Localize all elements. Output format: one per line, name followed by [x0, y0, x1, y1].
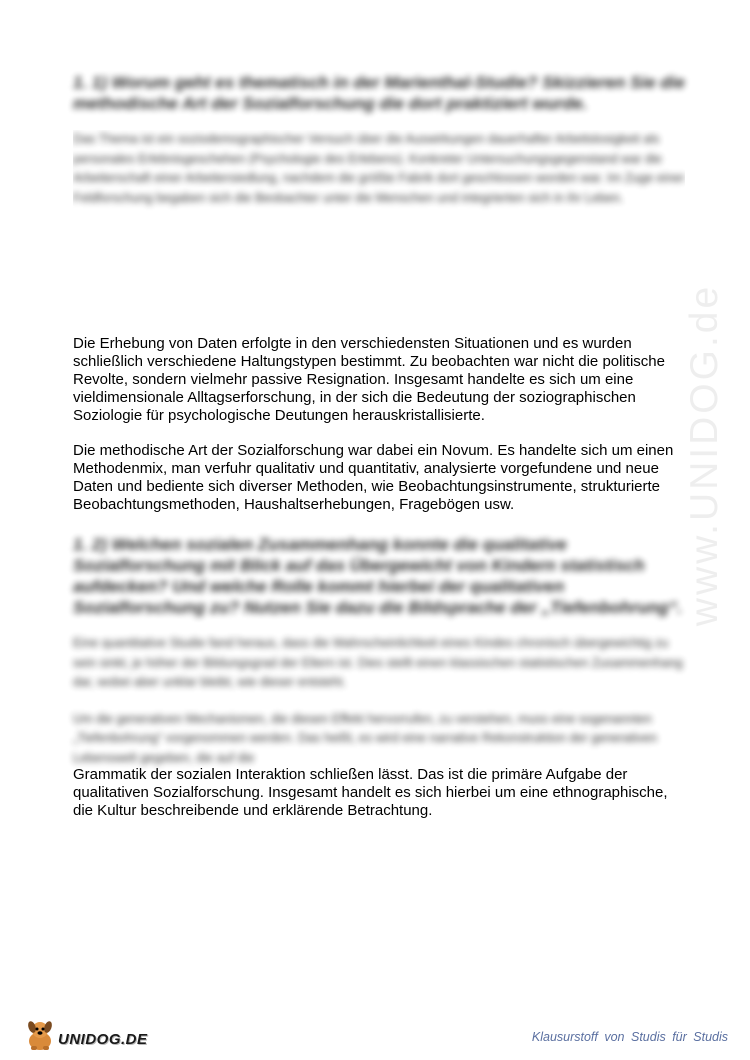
footer-tagline: Klausurstoff von Studis für Studis	[531, 1030, 728, 1044]
section-1-blurred-paragraph: Das Thema ist ein soziodemographischer Versuch über die Auswirkungen dauerhafter Arbeitslosigkeit als personales Erlebnisgeschehen (Psychologie des Erlebens). Konkreter Untersuchungsgegenstand war die Arbeiterschaft einer Arbeitersiedlung, nachdem die größte Fabrik dort geschlossen worden war. Im Zuge einer Feldforschung begaben sich die Beobachter unter die Menschen und integrierten sich in ihr Leben.	[73, 132, 685, 205]
section-2-blurred-paragraph-1: Eine quantitative Studie fand heraus, dass die Wahrscheinlichkeit eines Kindes chronisch übergewichtig zu sein sinkt, je höher der Bildungsgrad der Eltern ist. Dies stellt einen klassischen statistischen Zusammenhang dar, wobei aber unklar bleibt, wie dieser entsteht.	[73, 636, 683, 689]
document-content	[73, 72, 685, 820]
section-2-heading: 1. 2) Welchen sozialen Zusammenhang konnte die qualitative Sozialforschung mit Blick auf das Übergewicht von Kindern statistisch aufdecken? Und welche Rolle kommt hierbei der qualitativen Sozialforschung zu? Nutzen Sie dazu die Bildsprache der „Tiefenbohrung“.	[73, 535, 682, 617]
section-1-heading: 1. 1) Worum geht es thematisch in der Marienthal-Studie? Skizzieren Sie die methodische Art der Sozialforschung die dort praktiziert wurde.	[73, 73, 685, 113]
section-1-paragraph-1: Die Erhebung von Daten erfolgte in den verschiedensten Situationen und es wurden schließlich verschiedene Haltungstypen bestimmt. Zu beobachten war nicht die politische Revolte, sondern vielmehr passive Resignation. Insgesamt handelte es sich um eine vieldimensionale Alltagserforschung, in der sich die Bedeutung der soziographischen Soziologie für psychologische Deutungen herauskristallisierte.	[73, 335, 665, 424]
section-1-paragraph-2: Die methodische Art der Sozialforschung war dabei ein Novum. Es handelte sich um einen Methodenmix, man verfuhr qualitativ und quantitativ, analysierte vorgefundene und neue Daten und bediente sich diverser Methoden, wie Beobachtungsinstrumente, strukturierte Beobachtungsmethoden, Haushaltserhebungen, Fragebögen usw.	[73, 442, 674, 513]
section-2-blurred-paragraph-2: Um die generativen Mechanismen, die diesen Effekt hervorrufen, zu verstehen, muss eine sogenannten „Tiefenbohrung“ vorgenommen werden. Das heißt, es wird eine narrative Rekonstruktion der generativen Lebenswelt gegeben, die auf die	[73, 711, 658, 765]
watermark: www.UNIDOG.de	[683, 283, 726, 627]
dog-mascot-icon	[22, 1017, 58, 1053]
footer-logo	[22, 1017, 152, 1053]
section-1-blurred-wrapper	[73, 130, 685, 318]
section-2-paragraph: Grammatik der sozialen Interaktion schließen lässt. Das ist die primäre Aufgabe der qualitativen Sozialforschung. Insgesamt handelt es sich hierbei um eine ethnographische, die Kultur beschreibende und erklärende Betrachtung.	[73, 766, 668, 819]
footer-logo-text: UNIDOG.DE	[58, 1030, 148, 1048]
